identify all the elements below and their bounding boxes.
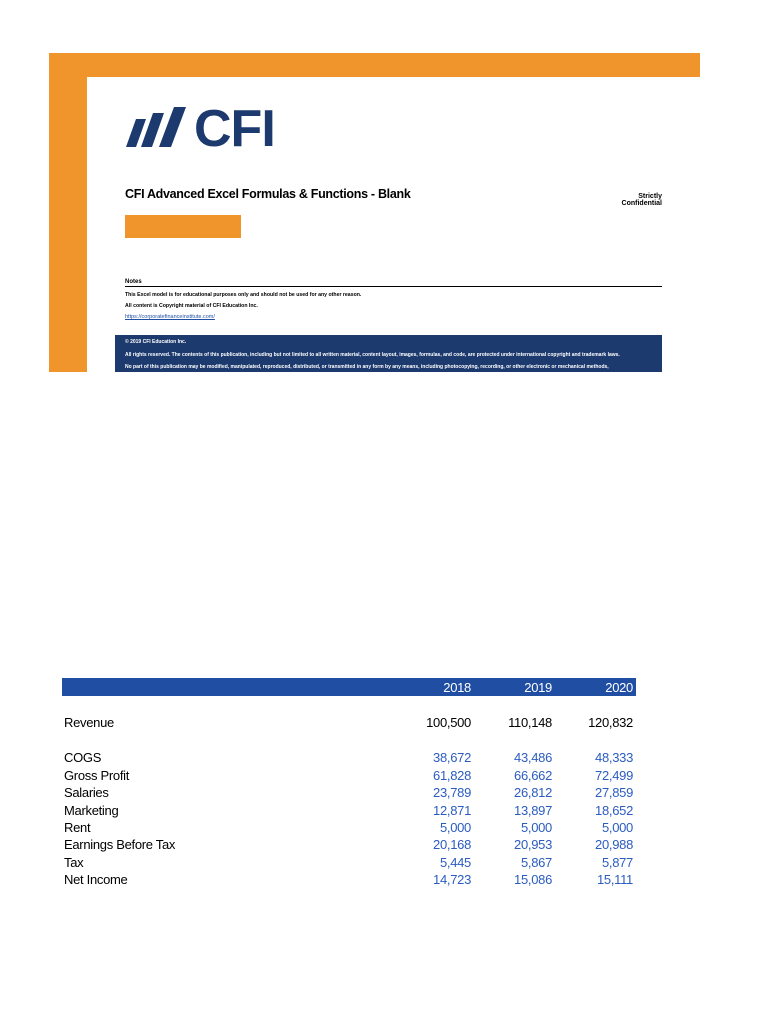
cell-value: 61,828 [433,768,471,783]
revenue-value: 100,500 [426,715,471,730]
cell-value: 5,877 [601,855,633,870]
logo-text: CFI [194,100,275,158]
cell-value: 20,953 [514,837,552,852]
cell-value: 43,486 [514,750,552,765]
row-label: Earnings Before Tax [64,837,176,852]
cell-value: 5,000 [439,820,471,835]
orange-left-bar [49,53,87,372]
cell-value: 15,086 [514,872,552,887]
row-label: Net Income [64,872,128,887]
row-label: Salaries [64,785,109,800]
website-link[interactable]: https://corporatefinanceinstitute.com/ [125,314,215,320]
row-label: Gross Profit [64,768,130,783]
year-header: 2020 [605,680,633,695]
cell-value: 23,789 [433,785,471,800]
revenue-value: 110,148 [508,715,552,730]
cell-value: 38,672 [433,750,471,765]
note-line: All content is Copyright material of CFI Education Inc. [125,303,258,309]
year-header: 2019 [524,680,552,695]
cell-value: 48,333 [595,750,633,765]
cell-value: 72,499 [595,768,633,783]
cell-value: 26,812 [514,785,552,800]
cell-value: 15,111 [596,872,633,887]
copyright-line: All rights reserved. The contents of this publication, including but not limited to all written material, content layout, images, formulas, and code, are protected under international copyright and trademark laws. [125,352,620,358]
orange-top-bar [49,53,700,77]
cell-value: 13,897 [514,803,552,818]
row-label: COGS [64,750,102,765]
cell-value: 20,168 [433,837,471,852]
confidential-label: Strictly Confidential [621,193,662,207]
row-label-revenue: Revenue [64,715,114,730]
document-title: CFI Advanced Excel Formulas & Functions - Blank [125,187,411,201]
cell-value: 27,859 [595,785,633,800]
revenue-value: 120,832 [588,715,633,730]
year-header: 2018 [443,680,471,695]
cell-value: 12,871 [433,803,471,818]
row-label: Rent [64,820,91,835]
cfi-logo-mark [126,107,188,151]
cell-value: 66,662 [514,768,552,783]
row-label: Marketing [64,803,119,818]
cell-value: 5,445 [439,855,471,870]
cell-value: 5,867 [520,855,552,870]
notes-divider [125,286,662,287]
cell-value: 14,723 [433,872,471,887]
cfi-logo [126,100,275,158]
cell-value: 5,000 [520,820,552,835]
cell-value: 18,652 [595,803,633,818]
row-label: Tax [64,855,84,870]
cell-value: 5,000 [601,820,633,835]
copyright-line: No part of this publication may be modified, manipulated, reproduced, distributed, or transmitted in any form by any means, including photocopying, recording, or other electronic or mechanical methods, [125,364,609,370]
orange-block [125,215,241,238]
copyright-line: © 2019 CFI Education Inc. [125,339,187,345]
note-line: This Excel model is for educational purposes only and should not be used for any other reason. [125,292,362,298]
cell-value: 20,988 [595,837,633,852]
notes-label: Notes [125,279,142,285]
